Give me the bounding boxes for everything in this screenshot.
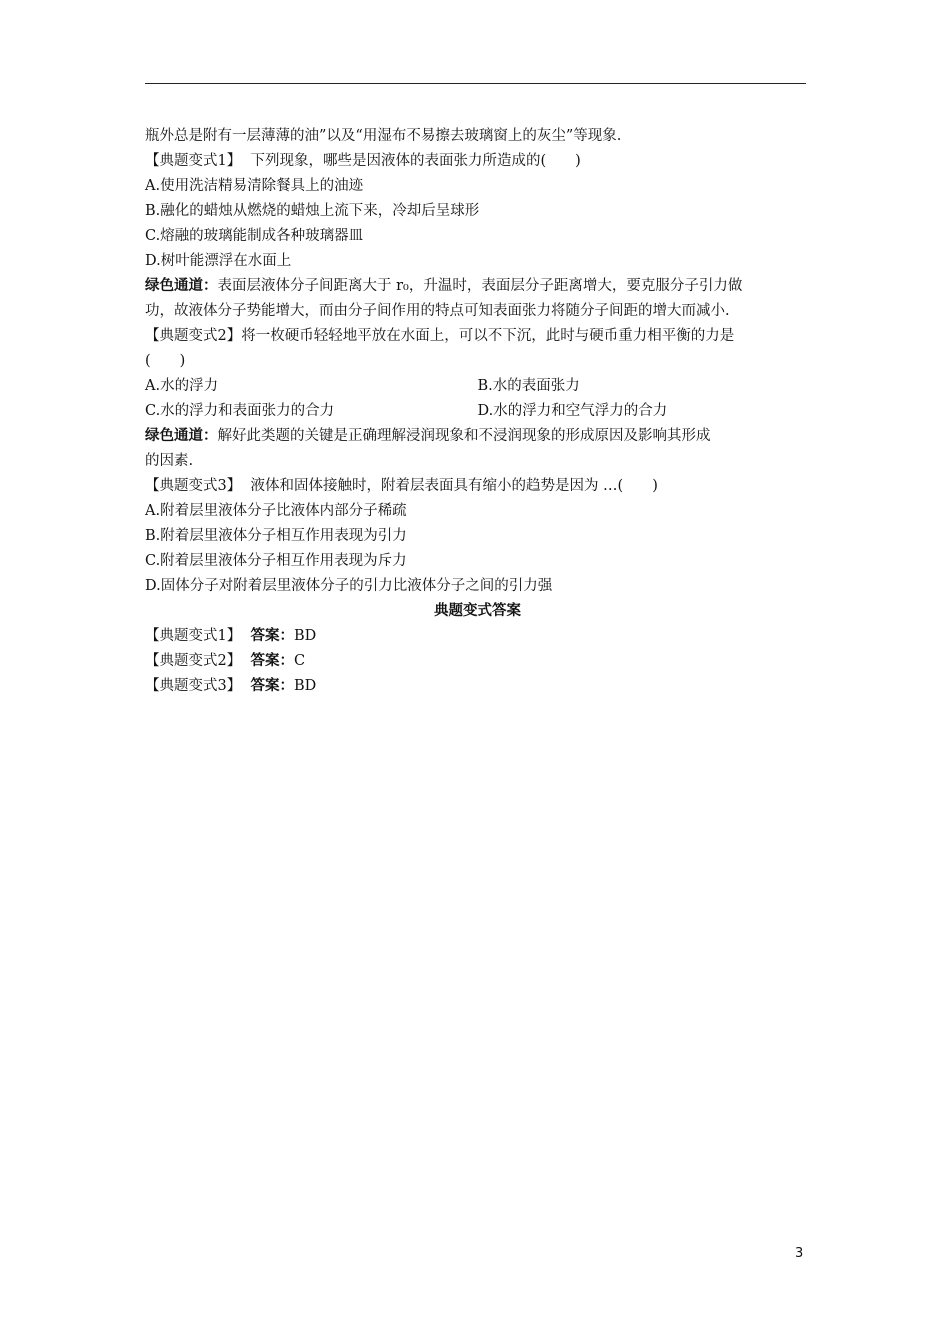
question-3-option-b: B.附着层里液体分子相互作用表现为引力 [145,528,407,544]
question-2-text: 将一枚硬币轻轻地平放在水面上，可以不下沉，此时与硬币重力相平衡的力是 [241,328,735,344]
answer-3-value: BD [293,678,317,694]
question-1-option-a: A.使用洗洁精易清除餐具上的油迹 [145,178,364,194]
question-1-option-b: B.融化的蜡烛从燃烧的蜡烛上流下来，冷却后呈球形 [145,203,480,219]
question-2-option-c: C.水的浮力和表面张力的合力 [145,403,335,419]
page-number: 3 [795,1246,804,1261]
question-2-stem-cont: ( ) [145,353,186,369]
answer-1 [145,624,810,649]
question-1-option-d: D.树叶能漂浮在水面上 [145,253,292,269]
answer-3-prefix: 答案： [250,678,294,694]
answer-2-value: C [293,653,306,669]
answer-3-label: 【典题变式3】 [145,678,242,694]
tip-2-text-1: 解好此类题的关键是正确理解浸润现象和不浸润现象的形成原因及影响其形成 [217,428,711,444]
question-2-label: 【典题变式2】 [145,328,242,344]
question-3-label: 【典题变式3】 [145,478,242,494]
question-2-option-a: A.水的浮力 [145,378,219,394]
question-3-stem [145,474,810,499]
question-3-text: 液体和固体接触时，附着层表面具有缩小的趋势是因为 …( ) [250,478,658,494]
tip-2-label: 绿色通道： [145,428,218,444]
question-2-options-row-2 [145,399,810,424]
question-1-label: 【典题变式1】 [145,153,242,169]
answer-2-label: 【典题变式2】 [145,653,242,669]
answer-1-value: BD [293,628,317,644]
tip-1-text-1: 表面层液体分子间距离大于 r₀，升温时，表面层分子距离增大，要克服分子引力做 [217,278,743,294]
tip-1-label: 绿色通道： [145,278,218,294]
header-rule [145,83,806,84]
intro-line: 瓶外总是附有一层薄薄的油”以及“用湿布不易擦去玻璃窗上的灰尘”等现象. [145,128,622,144]
question-3-option-a: A.附着层里液体分子比液体内部分子稀疏 [145,503,407,519]
answer-1-label: 【典题变式1】 [145,628,242,644]
tip-1-line-2: 功，故液体分子势能增大，而由分子间作用的特点可知表面张力将随分子间距的增大而减小. [145,303,730,319]
answer-1-prefix: 答案： [250,628,294,644]
question-3-option-d: D.固体分子对附着层里液体分子的引力比液体分子之间的引力强 [145,578,553,594]
tip-2-line-2: 的因素. [145,453,194,469]
answer-2-prefix: 答案： [250,653,294,669]
question-2-option-b: B.水的表面张力 [477,378,580,394]
question-3-option-c: C.附着层里液体分子相互作用表现为斥力 [145,553,407,569]
document-body [145,124,810,699]
answer-3 [145,674,810,699]
question-2-stem [145,324,810,349]
question-1-text: 下列现象，哪些是因液体的表面张力所造成的( ) [250,153,581,169]
tip-1-line-1 [145,274,810,299]
question-2-options-row-1 [145,374,810,399]
answer-2 [145,649,810,674]
question-2-option-d: D.水的浮力和空气浮力的合力 [477,403,668,419]
question-1-option-c: C.熔融的玻璃能制成各种玻璃器皿 [145,228,364,244]
answers-title: 典题变式答案 [434,603,521,619]
question-1-stem [145,149,810,174]
tip-2-line-1 [145,424,810,449]
